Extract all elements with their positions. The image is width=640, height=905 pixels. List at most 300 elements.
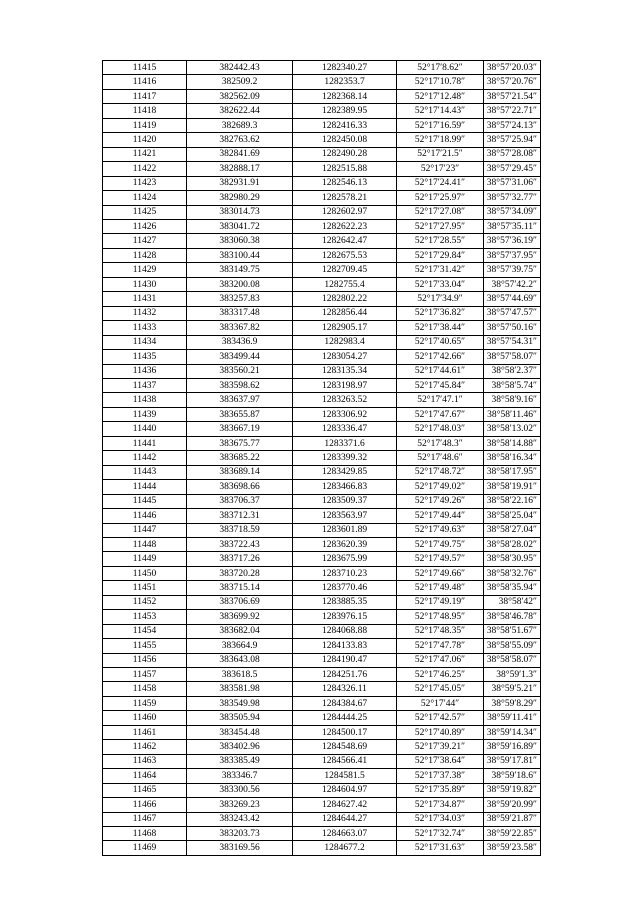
- longitude-cell: 38°58′16.34″: [484, 451, 541, 465]
- longitude-cell: 38°57′35.11″: [484, 219, 541, 233]
- x-coordinate-cell: 383655.87: [187, 407, 293, 421]
- latitude-cell: 52°17′38.64″: [397, 754, 484, 768]
- longitude-cell: 38°57′32.77″: [484, 191, 541, 205]
- x-coordinate-cell: 382622.44: [187, 104, 293, 118]
- point-number-cell: 11427: [103, 234, 187, 248]
- latitude-cell: 52°17′40.89″: [397, 725, 484, 739]
- longitude-cell: 38°57′39.75″: [484, 263, 541, 277]
- point-number-cell: 11444: [103, 480, 187, 494]
- table-row: [103, 639, 541, 653]
- longitude-cell: 38°59′23.58″: [484, 841, 541, 855]
- point-number-cell: 11425: [103, 205, 187, 219]
- longitude-cell: 38°58′19.91″: [484, 480, 541, 494]
- latitude-cell: 52°17′49.44″: [397, 509, 484, 523]
- y-coordinate-cell: 1283509.37: [293, 494, 397, 508]
- longitude-cell: 38°58′2.37″: [484, 364, 541, 378]
- point-number-cell: 11466: [103, 798, 187, 812]
- longitude-cell: 38°59′20.99″: [484, 798, 541, 812]
- point-number-cell: 11439: [103, 407, 187, 421]
- x-coordinate-cell: 383014.73: [187, 205, 293, 219]
- latitude-cell: 52°17′24.41″: [397, 176, 484, 190]
- y-coordinate-cell: 1282802.22: [293, 292, 397, 306]
- latitude-cell: 52°17′37.38″: [397, 769, 484, 783]
- x-coordinate-cell: 383675.77: [187, 436, 293, 450]
- y-coordinate-cell: 1284326.11: [293, 682, 397, 696]
- x-coordinate-cell: 383664.9: [187, 639, 293, 653]
- longitude-cell: 38°57′31.06″: [484, 176, 541, 190]
- y-coordinate-cell: 1283263.52: [293, 393, 397, 407]
- point-number-cell: 11418: [103, 104, 187, 118]
- y-coordinate-cell: 1284500.17: [293, 725, 397, 739]
- table-row: [103, 537, 541, 551]
- latitude-cell: 52°17′18.99″: [397, 133, 484, 147]
- table-row: [103, 162, 541, 176]
- longitude-cell: 38°58′32.76″: [484, 566, 541, 580]
- coordinates-table: [102, 60, 541, 856]
- x-coordinate-cell: 382509.2: [187, 75, 293, 89]
- point-number-cell: 11434: [103, 335, 187, 349]
- latitude-cell: 52°17′42.57″: [397, 711, 484, 725]
- table-row: [103, 104, 541, 118]
- y-coordinate-cell: 1284581.5: [293, 769, 397, 783]
- latitude-cell: 52°17′23″: [397, 162, 484, 176]
- point-number-cell: 11426: [103, 219, 187, 233]
- latitude-cell: 52°17′44.61″: [397, 364, 484, 378]
- point-number-cell: 11449: [103, 552, 187, 566]
- y-coordinate-cell: 1283429.85: [293, 465, 397, 479]
- longitude-cell: 38°58′5.74″: [484, 378, 541, 392]
- x-coordinate-cell: 383200.08: [187, 277, 293, 291]
- x-coordinate-cell: 383505.94: [187, 711, 293, 725]
- y-coordinate-cell: 1284627.42: [293, 798, 397, 812]
- table-row: [103, 205, 541, 219]
- y-coordinate-cell: 1282642.47: [293, 234, 397, 248]
- table-row: [103, 219, 541, 233]
- table-row: [103, 783, 541, 797]
- y-coordinate-cell: 1283198.97: [293, 378, 397, 392]
- y-coordinate-cell: 1283306.92: [293, 407, 397, 421]
- point-number-cell: 11469: [103, 841, 187, 855]
- longitude-cell: 38°57′42.2″: [484, 277, 541, 291]
- latitude-cell: 52°17′40.65″: [397, 335, 484, 349]
- table-row: [103, 711, 541, 725]
- y-coordinate-cell: 1282622.23: [293, 219, 397, 233]
- table-row: [103, 841, 541, 855]
- x-coordinate-cell: 383257.83: [187, 292, 293, 306]
- y-coordinate-cell: 1283371.6: [293, 436, 397, 450]
- table-row: [103, 378, 541, 392]
- point-number-cell: 11442: [103, 451, 187, 465]
- point-number-cell: 11415: [103, 61, 187, 75]
- table-row: [103, 696, 541, 710]
- table-row: [103, 176, 541, 190]
- y-coordinate-cell: 1284444.25: [293, 711, 397, 725]
- longitude-cell: 38°58′14.88″: [484, 436, 541, 450]
- x-coordinate-cell: 383149.75: [187, 263, 293, 277]
- latitude-cell: 52°17′36.82″: [397, 306, 484, 320]
- point-number-cell: 11446: [103, 509, 187, 523]
- longitude-cell: 38°59′17.81″: [484, 754, 541, 768]
- x-coordinate-cell: 383060.38: [187, 234, 293, 248]
- point-number-cell: 11440: [103, 422, 187, 436]
- point-number-cell: 11468: [103, 827, 187, 841]
- table-row: [103, 234, 541, 248]
- latitude-cell: 52°17′49.75″: [397, 537, 484, 551]
- y-coordinate-cell: 1283601.89: [293, 523, 397, 537]
- table-row: [103, 769, 541, 783]
- point-number-cell: 11420: [103, 133, 187, 147]
- point-number-cell: 11463: [103, 754, 187, 768]
- table-row: [103, 480, 541, 494]
- longitude-cell: 38°59′5.21″: [484, 682, 541, 696]
- latitude-cell: 52°17′47.1″: [397, 393, 484, 407]
- x-coordinate-cell: 382562.09: [187, 89, 293, 103]
- y-coordinate-cell: 1284190.47: [293, 653, 397, 667]
- longitude-cell: 38°57′50.16″: [484, 321, 541, 335]
- y-coordinate-cell: 1282983.4: [293, 335, 397, 349]
- table-row: [103, 827, 541, 841]
- x-coordinate-cell: 383169.56: [187, 841, 293, 855]
- y-coordinate-cell: 1282490.28: [293, 147, 397, 161]
- y-coordinate-cell: 1282340.27: [293, 61, 397, 75]
- y-coordinate-cell: 1282755.4: [293, 277, 397, 291]
- point-number-cell: 11459: [103, 696, 187, 710]
- longitude-cell: 38°58′9.16″: [484, 393, 541, 407]
- point-number-cell: 11433: [103, 321, 187, 335]
- point-number-cell: 11457: [103, 668, 187, 682]
- y-coordinate-cell: 1283976.15: [293, 610, 397, 624]
- x-coordinate-cell: 382763.62: [187, 133, 293, 147]
- longitude-cell: 38°57′47.57″: [484, 306, 541, 320]
- longitude-cell: 38°58′51.67″: [484, 624, 541, 638]
- point-number-cell: 11424: [103, 191, 187, 205]
- latitude-cell: 52°17′47.67″: [397, 407, 484, 421]
- table-row: [103, 263, 541, 277]
- x-coordinate-cell: 383718.59: [187, 523, 293, 537]
- x-coordinate-cell: 383698.66: [187, 480, 293, 494]
- y-coordinate-cell: 1283054.27: [293, 350, 397, 364]
- longitude-cell: 38°58′42″: [484, 595, 541, 609]
- longitude-cell: 38°57′36.19″: [484, 234, 541, 248]
- longitude-cell: 38°58′27.04″: [484, 523, 541, 537]
- table-row: [103, 494, 541, 508]
- table-row: [103, 147, 541, 161]
- point-number-cell: 11462: [103, 740, 187, 754]
- point-number-cell: 11421: [103, 147, 187, 161]
- point-number-cell: 11437: [103, 378, 187, 392]
- longitude-cell: 38°59′14.34″: [484, 725, 541, 739]
- table-row: [103, 552, 541, 566]
- point-number-cell: 11455: [103, 639, 187, 653]
- latitude-cell: 52°17′49.57″: [397, 552, 484, 566]
- point-number-cell: 11454: [103, 624, 187, 638]
- latitude-cell: 52°17′27.08″: [397, 205, 484, 219]
- x-coordinate-cell: 383712.31: [187, 509, 293, 523]
- longitude-cell: 38°58′55.09″: [484, 639, 541, 653]
- x-coordinate-cell: 383499.44: [187, 350, 293, 364]
- longitude-cell: 38°57′44.69″: [484, 292, 541, 306]
- longitude-cell: 38°58′30.95″: [484, 552, 541, 566]
- point-number-cell: 11460: [103, 711, 187, 725]
- y-coordinate-cell: 1283135.34: [293, 364, 397, 378]
- point-number-cell: 11438: [103, 393, 187, 407]
- y-coordinate-cell: 1282368.14: [293, 89, 397, 103]
- x-coordinate-cell: 383367.82: [187, 321, 293, 335]
- point-number-cell: 11451: [103, 581, 187, 595]
- x-coordinate-cell: 383385.49: [187, 754, 293, 768]
- x-coordinate-cell: 383706.69: [187, 595, 293, 609]
- table-row: [103, 581, 541, 595]
- x-coordinate-cell: 383699.92: [187, 610, 293, 624]
- longitude-cell: 38°57′25.94″: [484, 133, 541, 147]
- point-number-cell: 11447: [103, 523, 187, 537]
- longitude-cell: 38°59′19.82″: [484, 783, 541, 797]
- x-coordinate-cell: 382689.3: [187, 118, 293, 132]
- table-row: [103, 306, 541, 320]
- y-coordinate-cell: 1284384.67: [293, 696, 397, 710]
- x-coordinate-cell: 383722.43: [187, 537, 293, 551]
- table-row: [103, 364, 541, 378]
- y-coordinate-cell: 1283770.46: [293, 581, 397, 595]
- x-coordinate-cell: 383100.44: [187, 248, 293, 262]
- longitude-cell: 38°57′22.71″: [484, 104, 541, 118]
- x-coordinate-cell: 383436.9: [187, 335, 293, 349]
- table-row: [103, 523, 541, 537]
- latitude-cell: 52°17′46.25″: [397, 668, 484, 682]
- longitude-cell: 38°58′22.16″: [484, 494, 541, 508]
- x-coordinate-cell: 383720.28: [187, 566, 293, 580]
- latitude-cell: 52°17′34.03″: [397, 812, 484, 826]
- table-row: [103, 75, 541, 89]
- y-coordinate-cell: 1282602.97: [293, 205, 397, 219]
- latitude-cell: 52°17′8.62″: [397, 61, 484, 75]
- latitude-cell: 52°17′48.03″: [397, 422, 484, 436]
- x-coordinate-cell: 382442.43: [187, 61, 293, 75]
- table-row: [103, 61, 541, 75]
- y-coordinate-cell: 1282416.33: [293, 118, 397, 132]
- point-number-cell: 11422: [103, 162, 187, 176]
- table-row: [103, 393, 541, 407]
- point-number-cell: 11456: [103, 653, 187, 667]
- y-coordinate-cell: 1282353.7: [293, 75, 397, 89]
- latitude-cell: 52°17′12.48″: [397, 89, 484, 103]
- table-row: [103, 407, 541, 421]
- point-number-cell: 11429: [103, 263, 187, 277]
- x-coordinate-cell: 383243.42: [187, 812, 293, 826]
- longitude-cell: 38°57′37.95″: [484, 248, 541, 262]
- longitude-cell: 38°59′11.41″: [484, 711, 541, 725]
- longitude-cell: 38°58′13.02″: [484, 422, 541, 436]
- y-coordinate-cell: 1282856.44: [293, 306, 397, 320]
- y-coordinate-cell: 1284548.69: [293, 740, 397, 754]
- point-number-cell: 11450: [103, 566, 187, 580]
- latitude-cell: 52°17′32.74″: [397, 827, 484, 841]
- longitude-cell: 38°59′21.87″: [484, 812, 541, 826]
- table-row: [103, 292, 541, 306]
- longitude-cell: 38°59′8.29″: [484, 696, 541, 710]
- table-row: [103, 566, 541, 580]
- point-number-cell: 11464: [103, 769, 187, 783]
- x-coordinate-cell: 383643.08: [187, 653, 293, 667]
- table-row: [103, 422, 541, 436]
- x-coordinate-cell: 383269.23: [187, 798, 293, 812]
- latitude-cell: 52°17′42.66″: [397, 350, 484, 364]
- x-coordinate-cell: 383203.73: [187, 827, 293, 841]
- longitude-cell: 38°58′58.07″: [484, 653, 541, 667]
- table-row: [103, 436, 541, 450]
- point-number-cell: 11431: [103, 292, 187, 306]
- latitude-cell: 52°17′35.89″: [397, 783, 484, 797]
- longitude-cell: 38°57′34.09″: [484, 205, 541, 219]
- point-number-cell: 11423: [103, 176, 187, 190]
- table-row: [103, 335, 541, 349]
- x-coordinate-cell: 383454.48: [187, 725, 293, 739]
- y-coordinate-cell: 1282515.88: [293, 162, 397, 176]
- x-coordinate-cell: 383637.97: [187, 393, 293, 407]
- table-row: [103, 653, 541, 667]
- longitude-cell: 38°58′35.94″: [484, 581, 541, 595]
- y-coordinate-cell: 1284644.27: [293, 812, 397, 826]
- x-coordinate-cell: 382931.91: [187, 176, 293, 190]
- longitude-cell: 38°58′11.46″: [484, 407, 541, 421]
- y-coordinate-cell: 1282546.13: [293, 176, 397, 190]
- y-coordinate-cell: 1283563.97: [293, 509, 397, 523]
- x-coordinate-cell: 383682.04: [187, 624, 293, 638]
- longitude-cell: 38°57′28.08″: [484, 147, 541, 161]
- longitude-cell: 38°57′21.54″: [484, 89, 541, 103]
- point-number-cell: 11430: [103, 277, 187, 291]
- x-coordinate-cell: 382841.69: [187, 147, 293, 161]
- latitude-cell: 52°17′47.78″: [397, 639, 484, 653]
- latitude-cell: 52°17′44″: [397, 696, 484, 710]
- latitude-cell: 52°17′34.87″: [397, 798, 484, 812]
- latitude-cell: 52°17′49.19″: [397, 595, 484, 609]
- x-coordinate-cell: 382980.29: [187, 191, 293, 205]
- y-coordinate-cell: 1283885.35: [293, 595, 397, 609]
- point-number-cell: 11419: [103, 118, 187, 132]
- latitude-cell: 52°17′33.04″: [397, 277, 484, 291]
- point-number-cell: 11441: [103, 436, 187, 450]
- latitude-cell: 52°17′49.63″: [397, 523, 484, 537]
- x-coordinate-cell: 383317.48: [187, 306, 293, 320]
- y-coordinate-cell: 1283336.47: [293, 422, 397, 436]
- table-row: [103, 465, 541, 479]
- point-number-cell: 11445: [103, 494, 187, 508]
- latitude-cell: 52°17′47.06″: [397, 653, 484, 667]
- longitude-cell: 38°57′20.03″: [484, 61, 541, 75]
- table-row: [103, 595, 541, 609]
- latitude-cell: 52°17′48.95″: [397, 610, 484, 624]
- table-row: [103, 451, 541, 465]
- point-number-cell: 11452: [103, 595, 187, 609]
- longitude-cell: 38°59′1.3″: [484, 668, 541, 682]
- latitude-cell: 52°17′48.3″: [397, 436, 484, 450]
- x-coordinate-cell: 383346.7: [187, 769, 293, 783]
- point-number-cell: 11467: [103, 812, 187, 826]
- table-row: [103, 133, 541, 147]
- x-coordinate-cell: 383685.22: [187, 451, 293, 465]
- x-coordinate-cell: 383717.26: [187, 552, 293, 566]
- y-coordinate-cell: 1284663.07: [293, 827, 397, 841]
- point-number-cell: 11465: [103, 783, 187, 797]
- point-number-cell: 11443: [103, 465, 187, 479]
- y-coordinate-cell: 1284604.97: [293, 783, 397, 797]
- coordinates-table-body: [103, 61, 541, 856]
- latitude-cell: 52°17′27.95″: [397, 219, 484, 233]
- point-number-cell: 11453: [103, 610, 187, 624]
- y-coordinate-cell: 1284133.83: [293, 639, 397, 653]
- x-coordinate-cell: 383041.72: [187, 219, 293, 233]
- longitude-cell: 38°57′20.76″: [484, 75, 541, 89]
- point-number-cell: 11432: [103, 306, 187, 320]
- table-row: [103, 798, 541, 812]
- longitude-cell: 38°58′28.02″: [484, 537, 541, 551]
- y-coordinate-cell: 1282578.21: [293, 191, 397, 205]
- point-number-cell: 11448: [103, 537, 187, 551]
- latitude-cell: 52°17′49.26″: [397, 494, 484, 508]
- latitude-cell: 52°17′49.02″: [397, 480, 484, 494]
- longitude-cell: 38°58′17.95″: [484, 465, 541, 479]
- longitude-cell: 38°58′46.78″: [484, 610, 541, 624]
- latitude-cell: 52°17′39.21″: [397, 740, 484, 754]
- latitude-cell: 52°17′45.05″: [397, 682, 484, 696]
- table-row: [103, 812, 541, 826]
- latitude-cell: 52°17′49.66″: [397, 566, 484, 580]
- latitude-cell: 52°17′48.72″: [397, 465, 484, 479]
- y-coordinate-cell: 1282450.08: [293, 133, 397, 147]
- table-row: [103, 248, 541, 262]
- y-coordinate-cell: 1282905.17: [293, 321, 397, 335]
- latitude-cell: 52°17′14.43″: [397, 104, 484, 118]
- y-coordinate-cell: 1284251.76: [293, 668, 397, 682]
- latitude-cell: 52°17′45.84″: [397, 378, 484, 392]
- table-row: [103, 89, 541, 103]
- longitude-cell: 38°57′24.13″: [484, 118, 541, 132]
- latitude-cell: 52°17′21.5″: [397, 147, 484, 161]
- table-row: [103, 610, 541, 624]
- latitude-cell: 52°17′25.97″: [397, 191, 484, 205]
- x-coordinate-cell: 383549.98: [187, 696, 293, 710]
- y-coordinate-cell: 1284068.88: [293, 624, 397, 638]
- table-row: [103, 277, 541, 291]
- latitude-cell: 52°17′31.42″: [397, 263, 484, 277]
- longitude-cell: 38°59′18.6″: [484, 769, 541, 783]
- latitude-cell: 52°17′10.78″: [397, 75, 484, 89]
- y-coordinate-cell: 1283466.83: [293, 480, 397, 494]
- latitude-cell: 52°17′29.84″: [397, 248, 484, 262]
- latitude-cell: 52°17′48.35″: [397, 624, 484, 638]
- latitude-cell: 52°17′31.63″: [397, 841, 484, 855]
- x-coordinate-cell: 383706.37: [187, 494, 293, 508]
- table-row: [103, 624, 541, 638]
- latitude-cell: 52°17′48.6″: [397, 451, 484, 465]
- y-coordinate-cell: 1283710.23: [293, 566, 397, 580]
- table-row: [103, 754, 541, 768]
- y-coordinate-cell: 1282675.53: [293, 248, 397, 262]
- y-coordinate-cell: 1284566.41: [293, 754, 397, 768]
- y-coordinate-cell: 1283399.32: [293, 451, 397, 465]
- x-coordinate-cell: 383598.62: [187, 378, 293, 392]
- x-coordinate-cell: 383715.14: [187, 581, 293, 595]
- y-coordinate-cell: 1282709.45: [293, 263, 397, 277]
- table-row: [103, 350, 541, 364]
- point-number-cell: 11416: [103, 75, 187, 89]
- point-number-cell: 11435: [103, 350, 187, 364]
- latitude-cell: 52°17′28.55″: [397, 234, 484, 248]
- x-coordinate-cell: 382888.17: [187, 162, 293, 176]
- x-coordinate-cell: 383581.98: [187, 682, 293, 696]
- y-coordinate-cell: 1284677.2: [293, 841, 397, 855]
